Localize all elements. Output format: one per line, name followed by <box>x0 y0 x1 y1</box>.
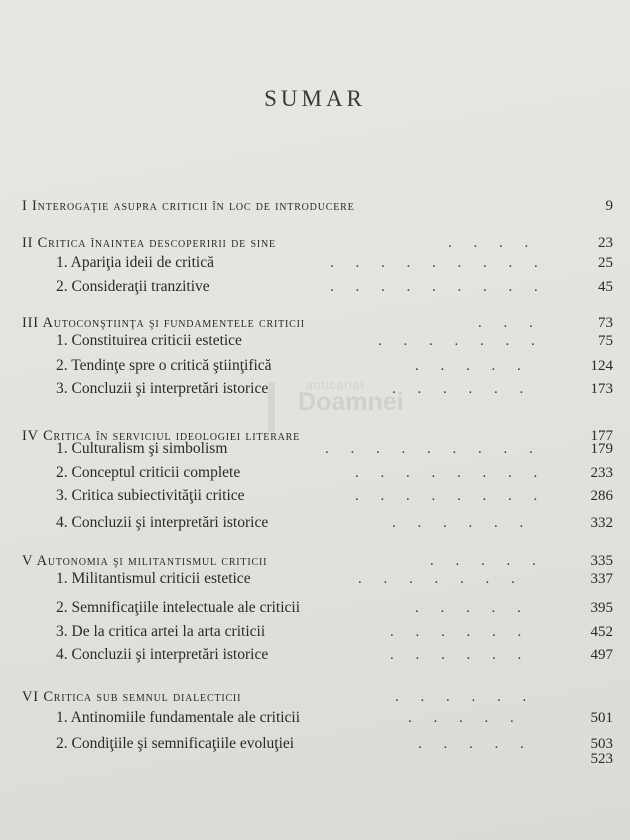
section-title: 3. Critica subiectivităţii critice <box>56 487 245 504</box>
toc-section-row <box>0 330 630 352</box>
chapter-title: VI Critica sub semnul dialecticii <box>22 689 242 705</box>
leader-dots: . . . . . . . <box>378 333 544 349</box>
toc-section-row <box>0 597 630 619</box>
watermark-small-text: anticariat <box>306 378 365 392</box>
toc-section-row <box>0 355 630 377</box>
section-title: 2. Semnificaţiile intelectuale ale criticii <box>56 599 301 616</box>
section-title: 4. Concluzii şi interpretări istorice <box>56 514 269 531</box>
toc-page-row <box>0 748 630 770</box>
page-number: 337 <box>590 571 613 587</box>
page-number: 179 <box>590 441 613 457</box>
toc-section-row <box>0 378 630 400</box>
chapter-title: II Critica înaintea descoperirii de sine <box>22 235 276 251</box>
toc-chapter-row <box>0 686 630 708</box>
page-number: 23 <box>598 235 613 251</box>
page-number: 45 <box>598 279 613 295</box>
section-title: 2. Tendinţe spre o critică ştiinţifică <box>56 357 272 374</box>
page-number: 233 <box>590 465 613 481</box>
leader-dots: . . . . . . <box>392 515 533 531</box>
leader-dots: . . . . . . <box>392 381 533 397</box>
toc-chapter-row <box>0 195 630 217</box>
page-number: 503 <box>590 736 613 752</box>
chapter-title: V Autonomia şi militantismul criticii <box>22 553 268 569</box>
leader-dots: . . . . . . . . . <box>330 255 547 271</box>
chapter-title: III Autoconştiinţa şi fundamentele criticii <box>22 315 305 331</box>
leader-dots: . . . . . . . . . <box>325 441 542 457</box>
page-number: 25 <box>598 255 613 271</box>
leader-dots: . . . . . . <box>390 647 531 663</box>
leader-dots: . . . . <box>448 235 538 251</box>
toc-section-row <box>0 707 630 729</box>
section-title: 1. Constituirea criticii estetice <box>56 332 242 349</box>
toc-chapter-row <box>0 232 630 254</box>
section-title: 2. Conceptul criticii complete <box>56 464 241 481</box>
toc-section-row <box>0 512 630 534</box>
section-title: 1. Apariţia ideii de critică <box>56 254 214 271</box>
toc-section-row <box>0 438 630 460</box>
toc-section-row <box>0 276 630 298</box>
leader-dots: . . . . . . . . . <box>330 279 547 295</box>
page-number: 497 <box>590 647 613 663</box>
toc-section-row <box>0 644 630 666</box>
section-title: 2. Condiţiile şi semnificaţiile evoluţiei <box>56 735 295 752</box>
leader-dots: . . . . . . . <box>358 571 524 587</box>
section-title: 1. Militantismul criticii estetice <box>56 570 251 587</box>
leader-dots: . . . <box>478 315 542 331</box>
leader-dots: . . . . . <box>415 358 530 374</box>
page-number: 73 <box>598 315 613 331</box>
page-number: 177 <box>590 428 613 444</box>
section-title: 1. Antinomiile fundamentale ale criticii <box>56 709 301 726</box>
section-title: 3. Concluzii şi interpretări istorice <box>56 380 269 397</box>
page-number: 75 <box>598 333 613 349</box>
toc-section-row <box>0 462 630 484</box>
toc-section-row <box>0 568 630 590</box>
chapter-title: I Interogaţie asupra criticii în loc de introducere <box>22 198 355 214</box>
page-number: 9 <box>605 198 613 214</box>
page-title: SUMAR <box>264 86 366 111</box>
page-number: 124 <box>590 358 613 374</box>
leader-dots: . . . . . . . . <box>355 465 547 481</box>
section-title: 1. Culturalism şi simbolism <box>56 440 228 457</box>
page-number: 335 <box>590 553 613 569</box>
page-number: 452 <box>590 624 613 640</box>
leader-dots: . . . . . . <box>395 689 536 705</box>
page-number: 286 <box>590 488 613 504</box>
section-title: 4. Concluzii şi interpretări istorice <box>56 646 269 663</box>
leader-dots: . . . . . <box>408 710 523 726</box>
page-number: 173 <box>590 381 613 397</box>
toc-section-row <box>0 485 630 507</box>
chapter-title: IV Critica în serviciul ideologiei literare <box>22 428 301 444</box>
toc-section-row <box>0 621 630 643</box>
leader-dots: . . . . . <box>418 736 533 752</box>
page-number: 332 <box>590 515 613 531</box>
leader-dots: . . . . . <box>415 600 530 616</box>
toc-section-row <box>0 252 630 274</box>
leader-dots: . . . . . . <box>390 624 531 640</box>
page-number: 395 <box>590 600 613 616</box>
section-title: 3. De la critica artei la arta criticii <box>56 623 266 640</box>
page-number: 523 <box>590 751 613 767</box>
page-number: 501 <box>590 710 613 726</box>
watermark-main-text: Doamnei <box>298 388 404 416</box>
leader-dots: . . . . . <box>430 553 545 569</box>
leader-dots: . . . . . . . . <box>355 488 547 504</box>
section-title: 2. Consideraţii tranzitive <box>56 278 210 295</box>
